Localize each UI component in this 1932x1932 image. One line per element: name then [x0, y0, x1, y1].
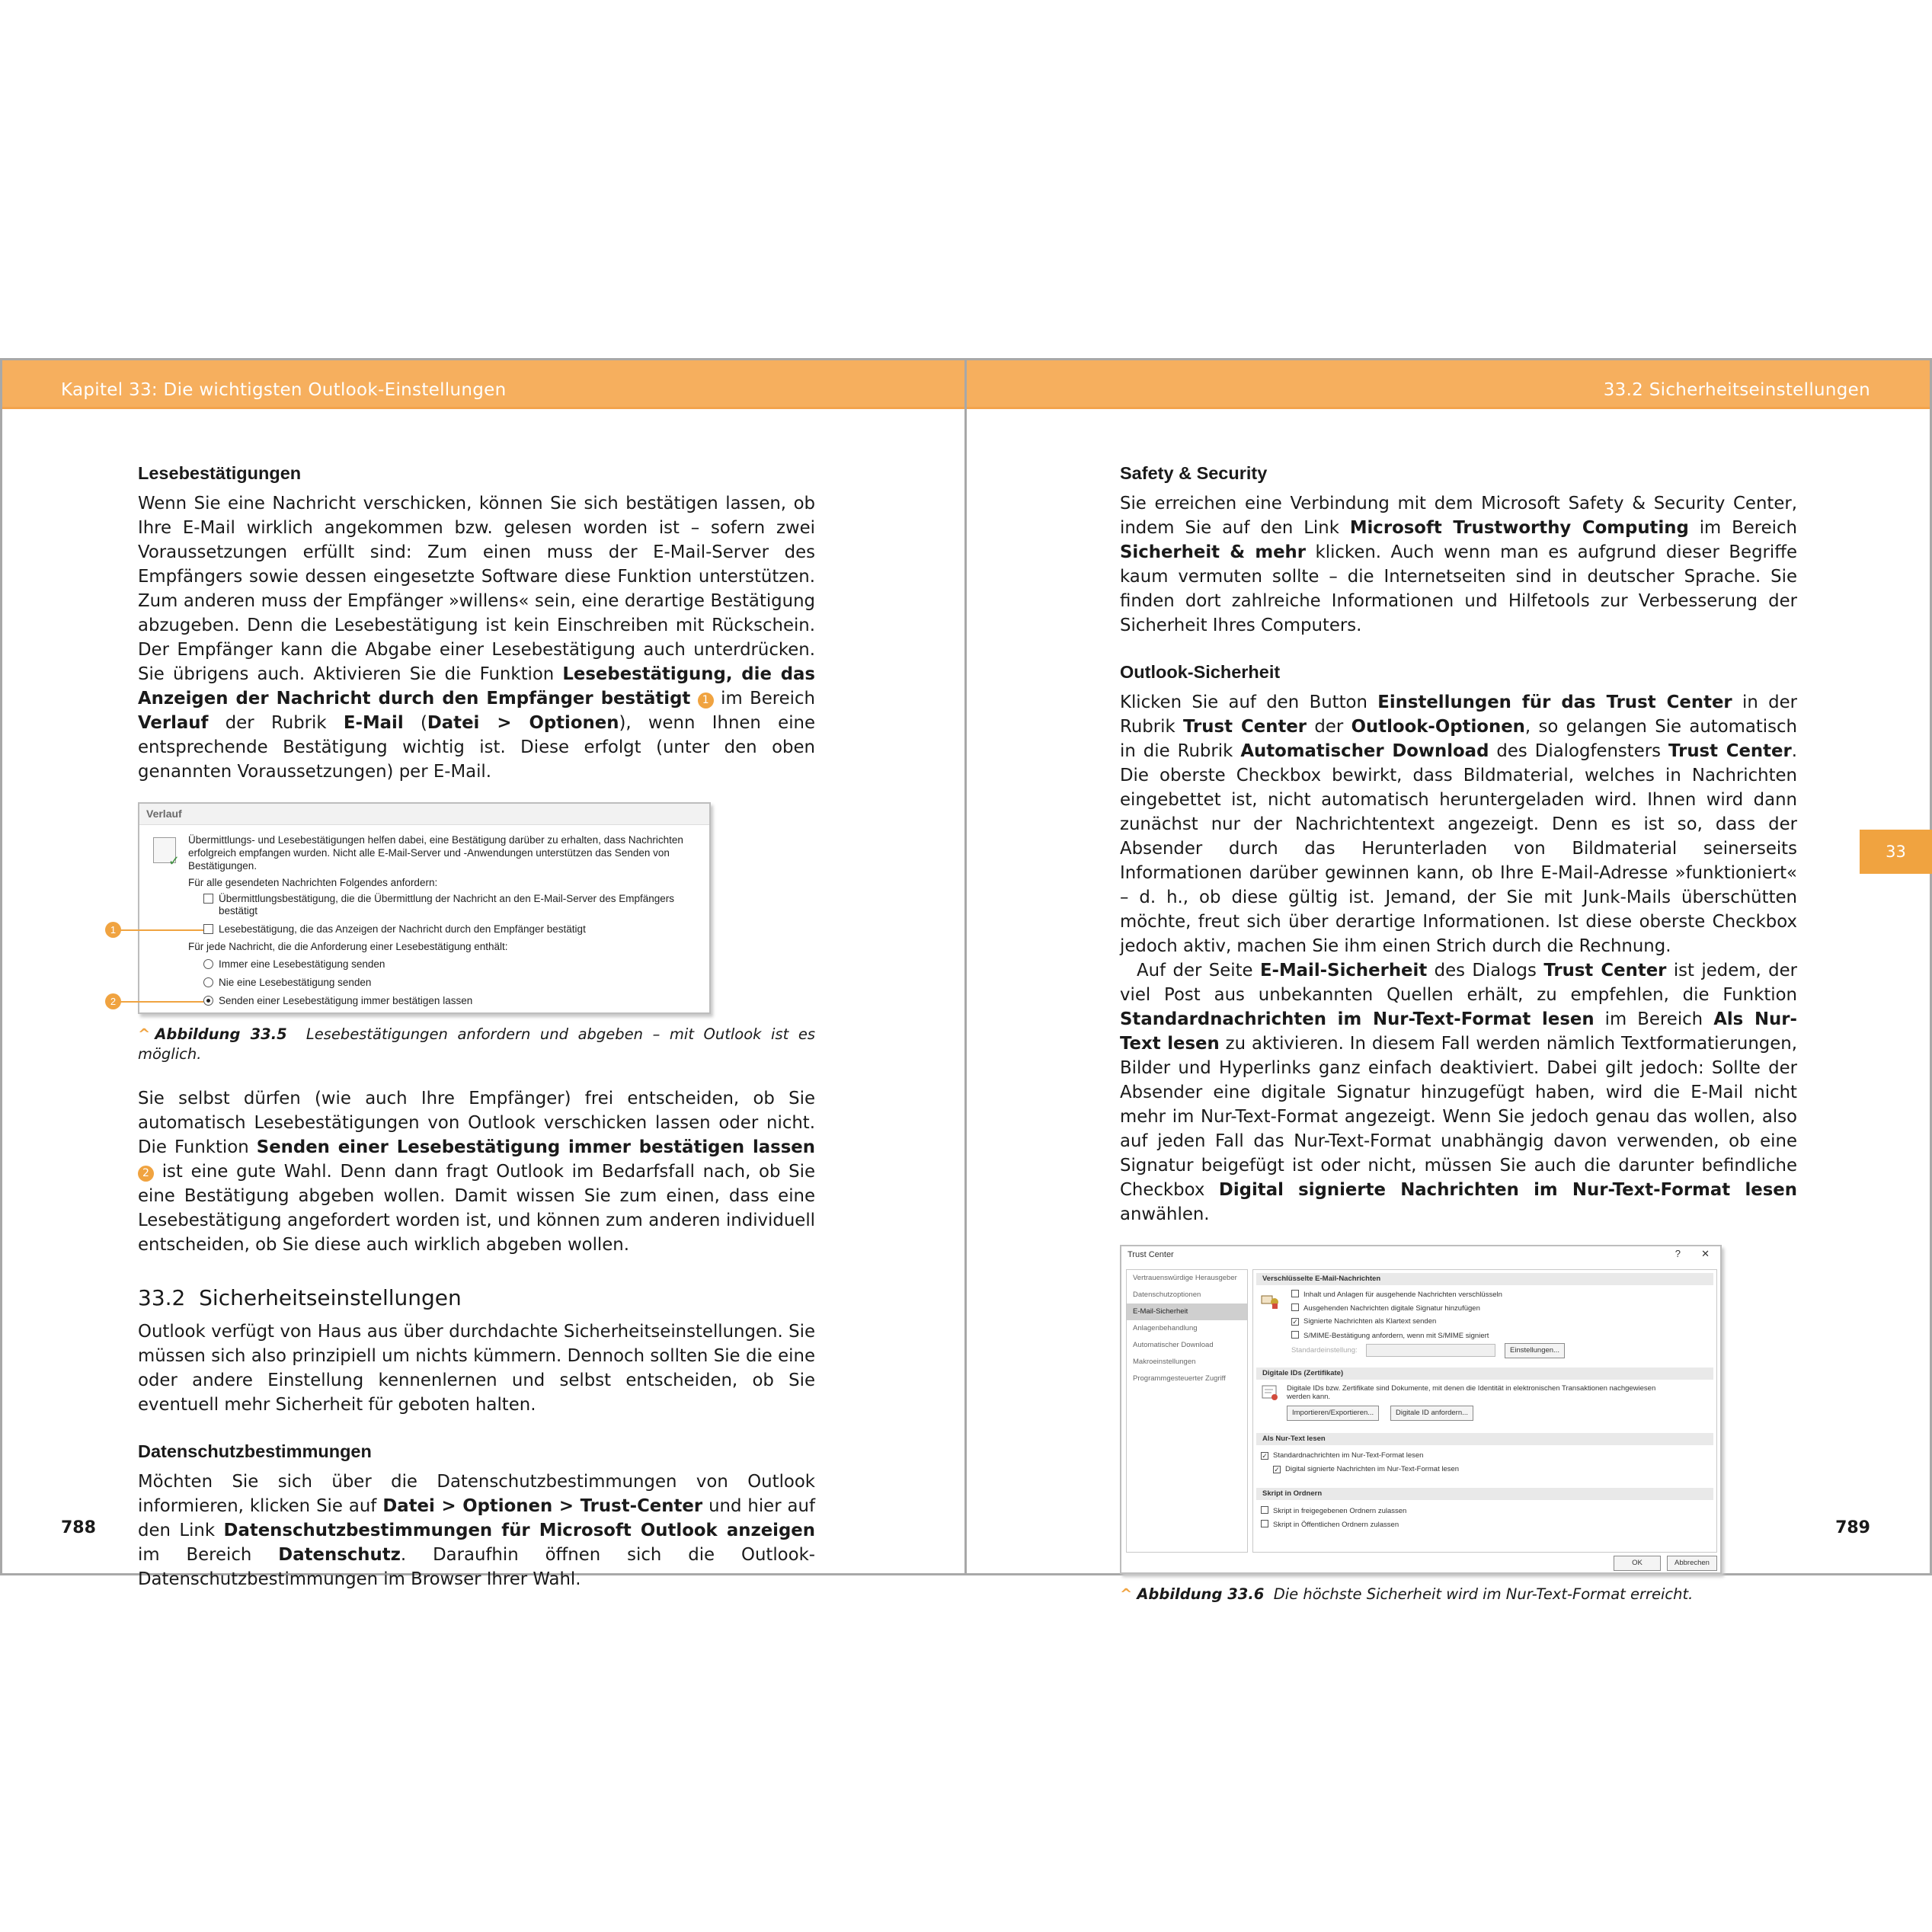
callout-line-2: [120, 1001, 203, 1003]
plain-text-option[interactable]: ✓ Standardnachrichten im Nur-Text-Format lesen: [1262, 1451, 1424, 1460]
help-icon[interactable]: ?: [1675, 1248, 1681, 1259]
section-read-plain-text: Als Nur-Text lesen: [1256, 1433, 1713, 1445]
cancel-button[interactable]: Abbrechen: [1667, 1556, 1717, 1571]
encrypt-contents-checkbox[interactable]: [1291, 1290, 1299, 1297]
section-heading: 33.2 Sicherheitseinstellungen: [138, 1285, 462, 1310]
signed-plain-text-option[interactable]: ✓ Digital signierte Nachrichten im Nur-Text-Format lesen: [1274, 1465, 1460, 1473]
script-public-option[interactable]: Skript in Öffentlichen Ordnern zulassen: [1261, 1520, 1399, 1530]
right-page-header: [967, 360, 1930, 409]
get-digital-id-button[interactable]: Digitale ID anfordern...: [1390, 1406, 1473, 1421]
smime-receipt-checkbox[interactable]: [1291, 1331, 1299, 1339]
section-header-title: 33.2 Sicherheitseinstellungen: [1603, 380, 1870, 400]
paragraph-outlook-sec-1: Klicken Sie auf den Button Einstellungen für das Trust Center in der Rubrik Trust Center der Outlook-Optionen, so gelangen Sie automatisch in die Rubrik Automatischer Download des Dialogfensters Trust Center. Die oberste Checkbox bewirkt, dass Bildmaterial, welches in Nachrichten eingebettet ist, nicht automatisch heruntergeladen wird. Ihnen wird dann zunächst nur der Nachrichtentext angezeigt. Denn es ist so, dass der Absender durch das Herunterladen von Bildmaterial seinerseits Informationen darüber gewinnen kann, ob Ihre E-Mail-Adresse »funktioniert« – d. h., ob diese gültig ist. Jemand, der Sie mit Junk-Mails überschütten möchte, freut sich über derartige Informationen. Ist diese oberste Checkbox jedoch aktiv, machen Sie ihm einen Strich durch die Rechnung.: [1120, 693, 1797, 956]
digital-id-desc-line-1: Digitale IDs bzw. Zertifikate sind Dokumente, mit denen die Identität in elektronischen Transaktionen nachgewiesen: [1287, 1384, 1656, 1393]
section-encrypted-email: Verschlüsselte E-Mail-Nachrichten: [1256, 1273, 1713, 1285]
group-each-message-label: Für jede Nachricht, die die Anforderung einer Lesebestätigung enthält:: [188, 941, 508, 952]
add-signature-option[interactable]: Ausgehenden Nachrichten digitale Signatur hinzufügen: [1291, 1303, 1480, 1313]
trust-center-titlebar: Trust Center: [1128, 1250, 1174, 1259]
paragraph-safety: Sie erreichen eine Verbindung mit dem Microsoft Safety & Security Center, indem Sie auf den Link Microsoft Trustworthy Computing im Bereich Sicherheit & mehr klicken. Auch wenn man es aufgrund dieser Begriffe kaum vermuten sollte – die Internetseiten sind in deutscher Sprache. Sie finden dort zahlreiche Informationen und Hilfetools zur Verbesserung der Sicherheit Ihres Computers.: [1120, 494, 1797, 635]
always-send-option[interactable]: Immer eine Lesebestätigung senden: [203, 958, 385, 971]
nav-item-privacy-options[interactable]: Datenschutzoptionen: [1133, 1291, 1201, 1299]
verlauf-desc-line-1: Übermittlungs- und Lesebestätigungen helfen dabei, eine Bestätigung darüber zu erhalten, dass Nachrichten: [188, 834, 683, 846]
delivery-receipt-checkbox[interactable]: [203, 894, 213, 904]
script-public-checkbox[interactable]: [1261, 1520, 1268, 1527]
nav-item-automatic-download[interactable]: Automatischer Download: [1133, 1341, 1214, 1349]
read-receipt-checkbox[interactable]: [203, 924, 213, 934]
nav-item-trusted-publishers[interactable]: Vertrauenswürdige Herausgeber: [1133, 1274, 1237, 1282]
cleartext-checkbox[interactable]: ✓: [1292, 1318, 1298, 1326]
verlauf-desc-line-3: Bestätigungen.: [188, 860, 257, 872]
ask-each-time-radio[interactable]: [203, 996, 213, 1006]
script-shared-checkbox[interactable]: [1261, 1506, 1268, 1514]
delivery-receipt-label-cont: bestätigt: [219, 905, 258, 916]
page-number-left: 788: [61, 1518, 96, 1537]
signed-plain-text-checkbox[interactable]: ✓: [1274, 1466, 1280, 1473]
callout-1-icon: 1: [105, 922, 121, 938]
verlauf-desc-line-2: erfolgreich empfangen wurden. Nicht alle E-Mail-Server und -Anwendungen unterstützen das Senden von: [188, 847, 670, 859]
heading-outlook-sicherheit: Outlook-Sicherheit: [1120, 662, 1281, 682]
page-number-right: 789: [1835, 1518, 1870, 1537]
marker-1-icon: 1: [698, 693, 714, 709]
default-setting-select[interactable]: [1366, 1344, 1495, 1357]
chapter-thumb-tab: 33: [1860, 830, 1932, 874]
encrypted-mail-icon: [1261, 1291, 1281, 1310]
section-script-in-folders: Skript in Ordnern: [1256, 1488, 1713, 1500]
always-send-radio[interactable]: [203, 959, 213, 969]
receipt-document-icon: [153, 837, 176, 863]
plain-text-checkbox[interactable]: ✓: [1262, 1452, 1268, 1460]
nav-item-attachment-handling[interactable]: Anlagenbehandlung: [1133, 1324, 1198, 1332]
heading-datenschutz: Datenschutzbestimmungen: [138, 1441, 372, 1461]
import-export-button[interactable]: Importieren/Exportieren...: [1287, 1406, 1379, 1421]
close-icon[interactable]: ✕: [1701, 1248, 1710, 1259]
figure-33-5-screenshot: [110, 802, 711, 1014]
read-receipt-option[interactable]: Lesebestätigung, die das Anzeigen der Nachricht durch den Empfänger bestätigt: [203, 923, 586, 936]
cleartext-option[interactable]: ✓ Signierte Nachrichten als Klartext senden: [1292, 1317, 1437, 1326]
callout-line-1: [120, 929, 203, 931]
heading-safety-security: Safety & Security: [1120, 463, 1268, 483]
nav-item-programmatic-access[interactable]: Programmgesteuerter Zugriff: [1133, 1374, 1226, 1383]
chapter-title: Kapitel 33: Die wichtigsten Outlook-Einstellungen: [61, 380, 507, 400]
nav-item-email-security[interactable]: E-Mail-Sicherheit: [1127, 1303, 1247, 1320]
paragraph-lese-1: Wenn Sie eine Nachricht verschicken, können Sie sich bestätigen lassen, ob Ihre E-Mail wirklich angekommen bzw. gelesen worden ist – sofern zwei Voraussetzungen erfüllt sind: Zum einen muss der E-Mail-Server des Empfängers sowie dessen eingesetzte Software diese Funktion unterstützen. Zum anderen muss der Empfänger »willens« sein, eine derartige Bestätigung abzugeben. Denn die Lesebestätigung ist kein Einschreiben mit Rückschein. Der Empfänger kann die Abgabe einer Lesebestätigung auch unterdrücken. Sie übrigens auch. Aktivieren Sie die Funktion Lesebestätigung, die das Anzeigen der Nachricht durch den Empfänger bestätigt 1 im Bereich Verlauf der Rubrik E-Mail (Datei > Optionen), wenn Ihnen eine entsprechende Bestätigung wichtig ist. Diese erfolgt (unter den oben genannten Voraussetzungen) per E-Mail.: [138, 494, 816, 782]
paragraph-outlook-sec-2: Auf der Seite E-Mail-Sicherheit des Dialogs Trust Center ist jedem, der viel Post aus unbekannten Quellen erhält, zu empfehlen, die Funktion Standardnachrichten im Nur-Text-Format lesen im Bereich Als Nur-Text lesen zu aktivieren. In diesem Fall werden nämlich Textformatierungen, Bilder und Hyperlinks ganz einfach deaktiviert. Dabei gilt jedoch: Sollte der Absender eine digitale Signatur hinzugefügt haben, wird die E-Mail nicht mehr im Nur-Text-Format angezeigt. Wenn Sie jedoch genau das wollen, also auf jeden Fall das Nur-Text-Format unabhängig davon verwenden, ob eine Signatur beigefügt ist oder nicht, müssen Sie auch die darunter befindliche Checkbox Digital signierte Nachrichten im Nur-Text-Format lesen anwählen.: [1120, 961, 1797, 1224]
left-page-header: [2, 360, 965, 409]
group-all-sent-label: Für alle gesendeten Nachrichten Folgendes anfordern:: [188, 877, 438, 888]
figure-33-5-caption: ^ Abbildung 33.5 Lesebestätigungen anfordern und abgeben – mit Outlook ist es möglich.: [138, 1025, 815, 1063]
paragraph-datenschutz: Möchten Sie sich über die Datenschutzbestimmungen von Outlook informieren, klicken Sie auf Datei > Optionen > Trust-Center und hier auf den Link Datenschutzbestimmungen für Microsoft Outlook anzeigen im Bereich Datenschutz. Daraufhin öffnen sich die Outlook-Datenschutzbestimmungen im Browser Ihrer Wahl.: [138, 1472, 815, 1589]
figure-33-6-screenshot: [1120, 1245, 1722, 1574]
trust-center-content: [1252, 1269, 1717, 1553]
trust-center-nav: [1126, 1269, 1248, 1553]
marker-2-icon: 2: [138, 1166, 154, 1182]
smime-receipt-option[interactable]: S/MIME-Bestätigung anfordern, wenn mit S/MIME signiert: [1291, 1331, 1489, 1341]
heading-lesebestaetigungen: Lesebestätigungen: [138, 463, 302, 483]
settings-button[interactable]: Einstellungen...: [1505, 1343, 1565, 1358]
delivery-receipt-option[interactable]: Übermittlungsbestätigung, die die Übermittlung der Nachricht an den E-Mail-Server des Empfängers: [203, 893, 674, 905]
right-page: [964, 358, 1932, 1603]
never-send-radio[interactable]: [203, 977, 213, 987]
section-digital-ids: Digitale IDs (Zertifikate): [1256, 1367, 1713, 1380]
right-page-body: [1120, 461, 1797, 1604]
digital-id-desc-line-2: werden kann.: [1287, 1393, 1331, 1401]
figure-33-6-caption: ^ Abbildung 33.6 Die höchste Sicherheit wird im Nur-Text-Format erreicht.: [1120, 1585, 1694, 1603]
default-setting-label: Standardeinstellung:: [1291, 1346, 1358, 1355]
paragraph-lese-2: Sie selbst dürfen (wie auch Ihre Empfänger) frei entscheiden, ob Sie automatisch Lesebestätigungen von Outlook verschicken lassen oder nicht. Die Funktion Senden einer Lesebestätigung immer bestätigen lassen 2 ist eine gute Wahl. Denn dann fragt Outlook im Bedarfsfall nach, ob Sie eine Bestätigung abgeben wollen. Damit wissen Sie zum einen, dass eine Lesebestätigung angefordert worden ist, und können zum anderen individuell entscheiden, ob Sie diese auch wirklich abgeben wollen.: [138, 1089, 815, 1255]
caption-arrow-icon: ^: [1120, 1585, 1133, 1603]
certificate-icon: [1261, 1384, 1281, 1403]
nav-item-macro-settings[interactable]: Makroeinstellungen: [1133, 1358, 1196, 1366]
caption-arrow-icon: ^: [138, 1025, 151, 1043]
encrypt-contents-option[interactable]: Inhalt und Anlagen für ausgehende Nachrichten verschlüsseln: [1291, 1290, 1502, 1300]
ok-button[interactable]: OK: [1614, 1556, 1661, 1571]
left-page: [0, 358, 968, 1589]
ask-each-time-option[interactable]: Senden einer Lesebestätigung immer bestätigen lassen: [203, 995, 472, 1007]
never-send-option[interactable]: Nie eine Lesebestätigung senden: [203, 977, 371, 989]
left-page-body: [110, 461, 816, 1591]
section-intro: Outlook verfügt von Haus aus über durchdachte Sicherheitseinstellungen. Sie müssen sich also prinzipiell um nichts kümmern. Dennoch sollten Sie die eine oder andere Einstellung kennenlernen und selbst entscheiden, ob Sie eventuell mehr Sicherheit für geboten halten.: [138, 1322, 815, 1415]
script-shared-option[interactable]: Skript in freigegebenen Ordnern zulassen: [1261, 1506, 1406, 1516]
callout-2-icon: 2: [105, 993, 121, 1009]
add-signature-checkbox[interactable]: [1291, 1303, 1299, 1311]
verlauf-title: Verlauf: [139, 804, 709, 825]
